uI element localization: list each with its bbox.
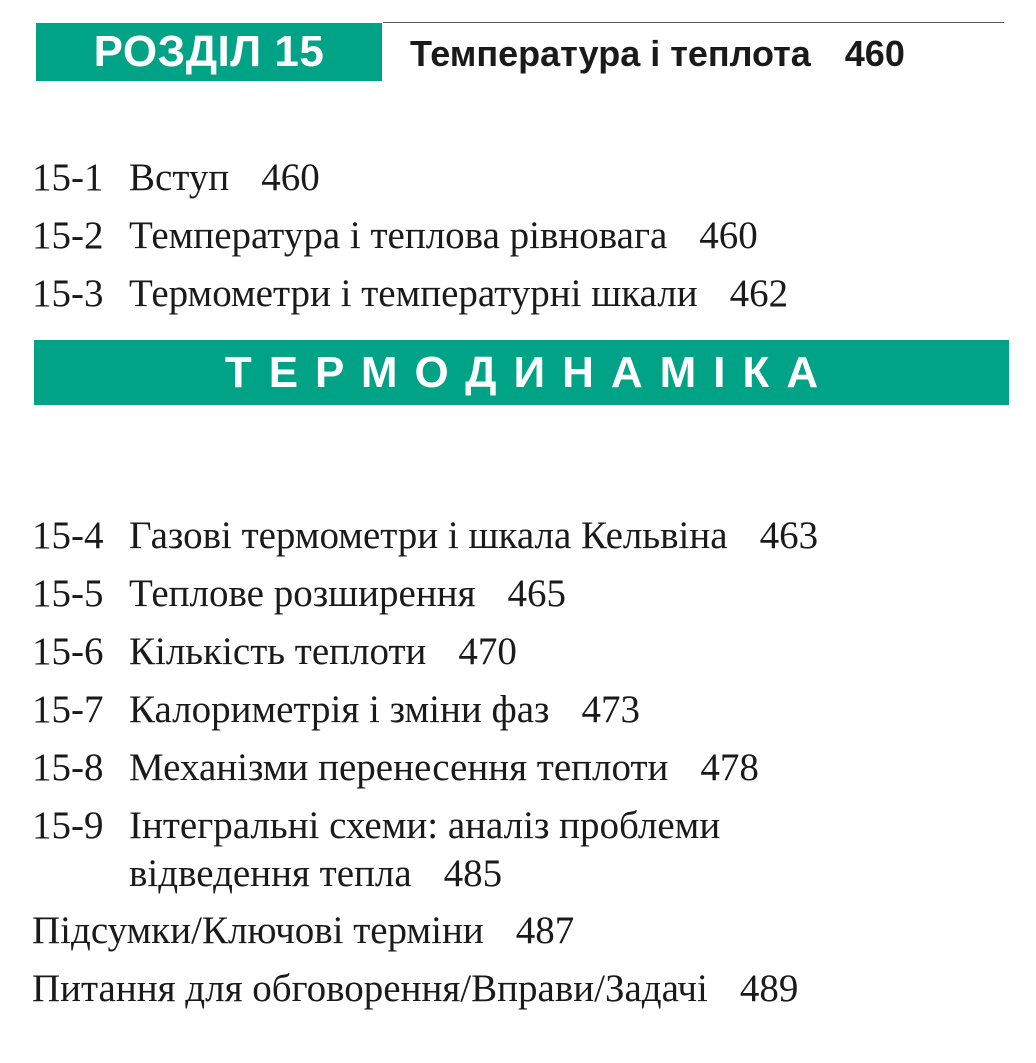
entry-number: 15-6 bbox=[32, 630, 104, 673]
entry-page: 489 bbox=[739, 967, 799, 1010]
toc-entry-15-1[interactable] bbox=[32, 153, 320, 203]
entry-page: 478 bbox=[700, 746, 759, 789]
entry-title: Питання для обговорення/Вправи/Задачі bbox=[32, 967, 708, 1010]
chapter-label: РОЗДІЛ 15 bbox=[36, 23, 382, 81]
entry-page: 460 bbox=[261, 156, 320, 199]
entry-title: Температура і теплова рівновага bbox=[129, 214, 668, 257]
toc-entry-15-7[interactable] bbox=[32, 685, 640, 735]
entry-number: 15-2 bbox=[32, 214, 104, 257]
toc-entry-15-5[interactable] bbox=[32, 569, 566, 619]
entry-number: 15-1 bbox=[32, 156, 104, 199]
toc-entry-questions[interactable] bbox=[32, 964, 798, 1014]
chapter-title[interactable]: Температура і теплота bbox=[410, 33, 811, 74]
toc-entry-summary[interactable] bbox=[32, 906, 574, 956]
entry-title: Інтегральні схеми: аналіз проблеми bbox=[129, 804, 721, 847]
toc-entry-15-6[interactable] bbox=[32, 627, 517, 677]
chapter-page[interactable]: 460 bbox=[844, 33, 905, 74]
entry-title: Кількість теплоти bbox=[129, 630, 427, 673]
entry-page: 460 bbox=[699, 214, 758, 257]
entry-number: 15-3 bbox=[32, 272, 104, 315]
entry-number: 15-4 bbox=[32, 514, 104, 557]
toc-entry-15-4[interactable] bbox=[32, 511, 818, 561]
entry-page: 487 bbox=[515, 909, 575, 952]
entry-title: Газові термометри і шкала Кельвіна bbox=[129, 514, 728, 557]
toc-entry-15-9[interactable] bbox=[32, 801, 720, 901]
entry-number: 15-8 bbox=[32, 746, 104, 789]
entry-page: 473 bbox=[581, 688, 640, 731]
entry-page: 463 bbox=[759, 514, 819, 557]
entry-title: Термометри і температурні шкали bbox=[129, 272, 698, 315]
toc-entry-15-2[interactable] bbox=[32, 211, 758, 261]
entry-number: 15-7 bbox=[32, 688, 104, 731]
entry-title: Теплове розширення bbox=[129, 572, 476, 615]
entry-title: Вступ bbox=[129, 156, 230, 199]
entry-page: 465 bbox=[507, 572, 567, 615]
entry-number: 15-9 bbox=[32, 804, 104, 847]
entry-title-continuation bbox=[32, 851, 720, 897]
entry-title: Калориметрія і зміни фаз bbox=[129, 688, 550, 731]
entry-number: 15-5 bbox=[32, 572, 104, 615]
entry-page: 485 bbox=[443, 852, 503, 895]
entry-title: Підсумки/Ключові терміни bbox=[32, 909, 484, 952]
toc-entry-15-8[interactable] bbox=[32, 743, 759, 793]
chapter-heading bbox=[410, 23, 905, 81]
entry-page: 462 bbox=[729, 272, 789, 315]
toc-entry-15-3[interactable] bbox=[32, 269, 788, 319]
section-banner: ТЕРМОДИНАМІКА bbox=[34, 340, 1009, 405]
entry-title: Механізми перенесення теплоти bbox=[129, 746, 669, 789]
entry-page: 470 bbox=[458, 630, 517, 673]
entry-title-cont: відведення тепла bbox=[129, 852, 412, 895]
